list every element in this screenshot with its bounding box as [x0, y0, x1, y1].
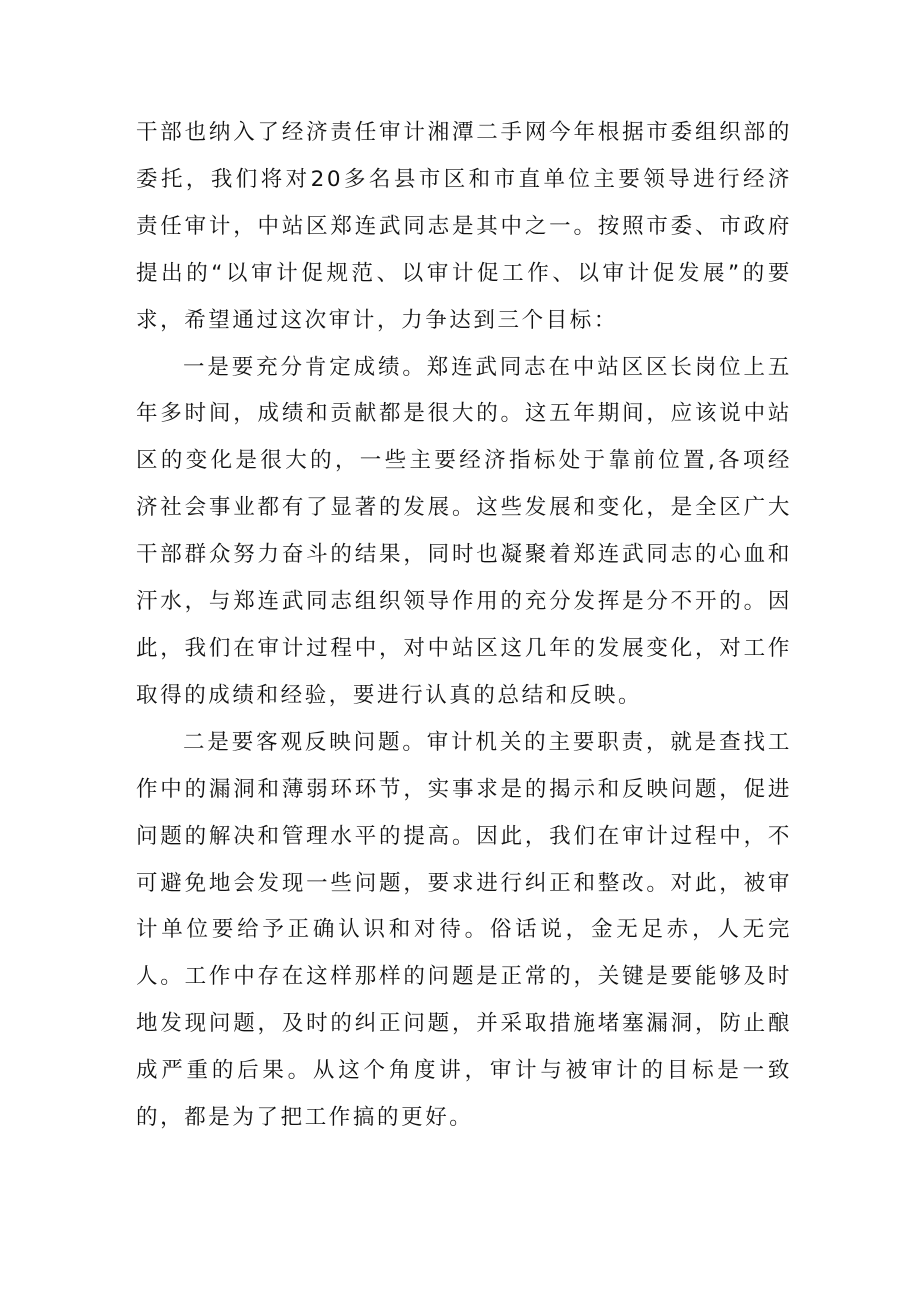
- paragraph-goal-one: 一是要充分肯定成绩。郑连武同志在中站区区长岗位上五年多时间，成绩和贡献都是很大的。这五年期间，应该说中站区的变化是很大的，一些主要经济指标处于靠前位置,各项经济社会事业都有了显著的发展。这些发展和变化，是全区广大干部群众努力奋斗的结果，同时也凝聚着郑连武同志的心血和汗水，与郑连武同志组织领导作用的充分发挥是分不开的。因此，我们在审计过程中，对中站区这几年的发展变化，对工作取得的成绩和经验，要进行认真的总结和反映。: [136, 354, 792, 708]
- document-body: [136, 110, 792, 1142]
- paragraph-intro: 干部也纳入了经济责任审计湘潭二手网今年根据市委组织部的委托，我们将对20多名县市区和市直单位主要领导进行经济责任审计，中站区郑连武同志是其中之一。按照市委、市政府提出的“以审计促规范、以审计促工作、以审计促发展”的要求，希望通过这次审计，力争达到三个目标：: [136, 120, 792, 333]
- paragraph-goal-two: 二是要客观反映问题。审计机关的主要职责，就是查找工作中的漏洞和薄弱环环节，实事求是的揭示和反映问题，促进问题的解决和管理水平的提高。因此，我们在审计过程中，不可避免地会发现一些问题，要求进行纠正和整改。对此，被审计单位要给予正确认识和对待。俗话说，金无足赤，人无完人。工作中存在这样那样的问题是正常的，关键是要能够及时地发现问题，及时的纠正问题，并采取措施堵塞漏洞，防止酿成严重的后果。从这个角度讲，审计与被审计的目标是一致的，都是为了把工作搞的更好。: [136, 729, 792, 1131]
